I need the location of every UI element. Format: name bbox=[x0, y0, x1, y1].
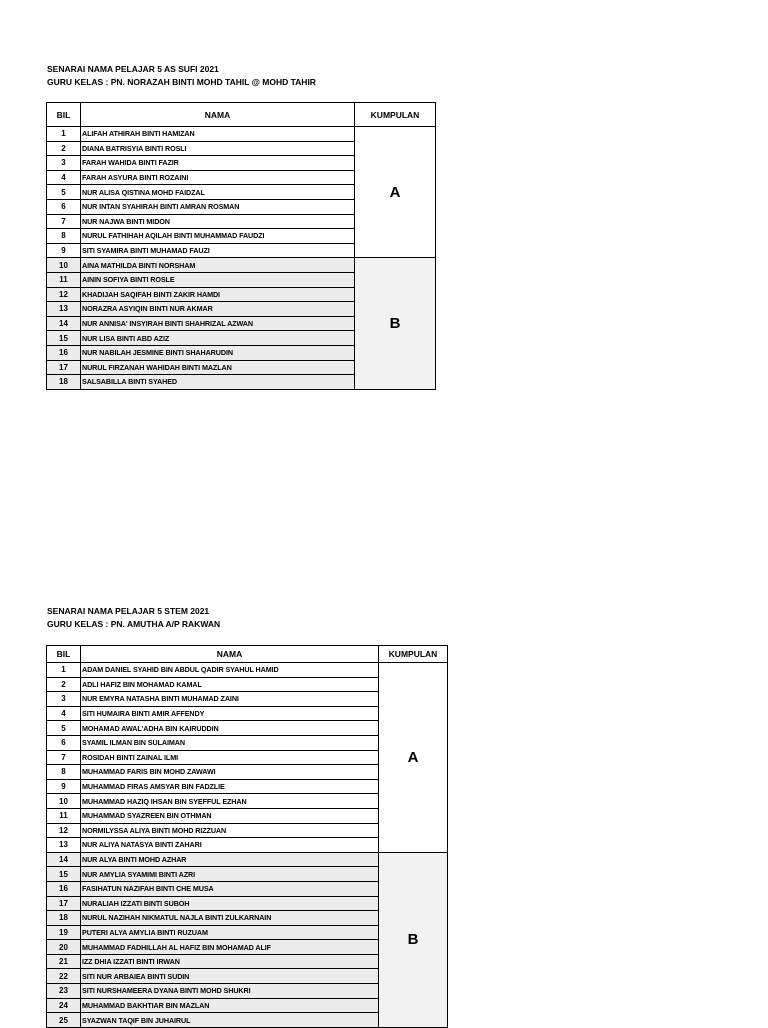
table-row bbox=[47, 127, 436, 142]
group-label: B bbox=[379, 852, 448, 1027]
bil-header: BIL bbox=[47, 646, 81, 663]
row-number: 1 bbox=[47, 127, 81, 142]
row-number: 14 bbox=[47, 316, 81, 331]
student-name: NUR ALYA BINTI MOHD AZHAR bbox=[81, 852, 379, 867]
student-name: MUHAMMAD FADHILLAH AL HAFIZ BIN MOHAMAD ALIF bbox=[81, 940, 379, 955]
student-name: NUR NABILAH JESMINE BINTI SHAHARUDIN bbox=[81, 345, 355, 360]
row-number: 3 bbox=[47, 156, 81, 171]
row-number: 8 bbox=[47, 765, 81, 780]
section1-rows bbox=[47, 127, 436, 390]
row-number: 25 bbox=[47, 1013, 81, 1028]
row-number: 21 bbox=[47, 954, 81, 969]
student-name: AINA MATHILDA BINTI NORSHAM bbox=[81, 258, 355, 273]
student-name: NUR AMYLIA SYAMIMI BINTI AZRI bbox=[81, 867, 379, 882]
student-name: NUR ANNISA' INSYIRAH BINTI SHAHRIZAL AZWAN bbox=[81, 316, 355, 331]
row-number: 24 bbox=[47, 998, 81, 1013]
row-number: 9 bbox=[47, 779, 81, 794]
section2-header bbox=[47, 605, 220, 631]
student-name: NUR NAJWA BINTI MIDON bbox=[81, 214, 355, 229]
student-name: ALIFAH ATHIRAH BINTI HAMIZAN bbox=[81, 127, 355, 142]
row-number: 4 bbox=[47, 706, 81, 721]
student-name: PUTERI ALYA AMYLIA BINTI RUZUAM bbox=[81, 925, 379, 940]
student-name: NUR ALISA QISTINA MOHD FAIDZAL bbox=[81, 185, 355, 200]
group-label: B bbox=[355, 258, 436, 389]
table-row bbox=[47, 852, 448, 867]
row-number: 18 bbox=[47, 911, 81, 926]
group-label: A bbox=[379, 663, 448, 853]
student-name: SITI NUR ARBAIEA BINTI SUDIN bbox=[81, 969, 379, 984]
student-name: SALSABILLA BINTI SYAHED bbox=[81, 375, 355, 390]
row-number: 12 bbox=[47, 287, 81, 302]
row-number: 20 bbox=[47, 940, 81, 955]
student-name: NURUL NAZIHAH NIKMATUL NAJLA BINTI ZULKARNAIN bbox=[81, 911, 379, 926]
student-name: NUR EMYRA NATASHA BINTI MUHAMAD ZAINI bbox=[81, 692, 379, 707]
student-name: NUR LISA BINTI ABD AZIZ bbox=[81, 331, 355, 346]
row-number: 16 bbox=[47, 881, 81, 896]
section1-title: SENARAI NAMA PELAJAR 5 AS SUFI 2021 bbox=[47, 64, 219, 74]
student-name: DIANA BATRISYIA BINTI ROSLI bbox=[81, 141, 355, 156]
row-number: 18 bbox=[47, 375, 81, 390]
row-number: 9 bbox=[47, 243, 81, 258]
student-name: NORMILYSSA ALIYA BINTI MOHD RIZZUAN bbox=[81, 823, 379, 838]
kumpulan-header: KUMPULAN bbox=[379, 646, 448, 663]
student-name: NURUL FATHIHAH AQILAH BINTI MUHAMMAD FAUDZI bbox=[81, 229, 355, 244]
row-number: 5 bbox=[47, 185, 81, 200]
row-number: 8 bbox=[47, 229, 81, 244]
row-number: 4 bbox=[47, 170, 81, 185]
row-number: 12 bbox=[47, 823, 81, 838]
student-name: MUHAMMAD FIRAS AMSYAR BIN FADZLIE bbox=[81, 779, 379, 794]
row-number: 6 bbox=[47, 735, 81, 750]
student-name: KHADIJAH SAQIFAH BINTI ZAKIR HAMDI bbox=[81, 287, 355, 302]
student-name: NORAZRA ASYIQIN BINTI NUR AKMAR bbox=[81, 302, 355, 317]
row-number: 5 bbox=[47, 721, 81, 736]
student-name: MOHAMAD AWAL'ADHA BIN KAIRUDDIN bbox=[81, 721, 379, 736]
row-number: 14 bbox=[47, 852, 81, 867]
row-number: 7 bbox=[47, 750, 81, 765]
row-number: 6 bbox=[47, 199, 81, 214]
row-number: 11 bbox=[47, 808, 81, 823]
student-name: NURUL FIRZANAH WAHIDAH BINTI MAZLAN bbox=[81, 360, 355, 375]
student-name: NUR ALIYA NATASYA BINTI ZAHARI bbox=[81, 838, 379, 853]
row-number: 2 bbox=[47, 141, 81, 156]
row-number: 13 bbox=[47, 302, 81, 317]
section1-header bbox=[47, 63, 316, 89]
student-name: MUHAMMAD BAKHTIAR BIN MAZLAN bbox=[81, 998, 379, 1013]
student-name: NURALIAH IZZATI BINTI SUBOH bbox=[81, 896, 379, 911]
table-row bbox=[47, 258, 436, 273]
row-number: 15 bbox=[47, 331, 81, 346]
student-name: MUHAMMAD SYAZREEN BIN OTHMAN bbox=[81, 808, 379, 823]
row-number: 10 bbox=[47, 258, 81, 273]
section2-rows bbox=[47, 663, 448, 1028]
kumpulan-header: KUMPULAN bbox=[355, 103, 436, 127]
section1-table bbox=[46, 102, 436, 390]
student-name: AININ SOFIYA BINTI ROSLE bbox=[81, 272, 355, 287]
student-name: SYAMIL ILMAN BIN SULAIMAN bbox=[81, 735, 379, 750]
group-label: A bbox=[355, 127, 436, 258]
student-name: SYAZWAN TAQIF BIN JUHAIRUL bbox=[81, 1013, 379, 1028]
row-number: 17 bbox=[47, 360, 81, 375]
row-number: 17 bbox=[47, 896, 81, 911]
row-number: 1 bbox=[47, 663, 81, 678]
row-number: 7 bbox=[47, 214, 81, 229]
student-name: SITI NURSHAMEERA DYANA BINTI MOHD SHUKRI bbox=[81, 984, 379, 999]
student-name: NUR INTAN SYAHIRAH BINTI AMRAN ROSMAN bbox=[81, 199, 355, 214]
student-name: FASIHATUN NAZIFAH BINTI CHE MUSA bbox=[81, 881, 379, 896]
section2-table bbox=[46, 645, 448, 1028]
student-name: FARAH ASYURA BINTI ROZAINI bbox=[81, 170, 355, 185]
student-name: IZZ DHIA IZZATI BINTI IRWAN bbox=[81, 954, 379, 969]
bil-header: BIL bbox=[47, 103, 81, 127]
table-row bbox=[47, 663, 448, 678]
row-number: 10 bbox=[47, 794, 81, 809]
section2-title: SENARAI NAMA PELAJAR 5 STEM 2021 bbox=[47, 606, 210, 616]
row-number: 13 bbox=[47, 838, 81, 853]
row-number: 23 bbox=[47, 984, 81, 999]
student-name: ADAM DANIEL SYAHID BIN ABDUL QADIR SYAHUL HAMID bbox=[81, 663, 379, 678]
student-name: SITI HUMAIRA BINTI AMIR AFFENDY bbox=[81, 706, 379, 721]
section2-teacher: GURU KELAS : PN. AMUTHA A/P RAKWAN bbox=[47, 619, 221, 629]
student-name: MUHAMMAD HAZIQ IHSAN BIN SYEFFUL EZHAN bbox=[81, 794, 379, 809]
student-name: ADLI HAFIZ BIN MOHAMAD KAMAL bbox=[81, 677, 379, 692]
row-number: 3 bbox=[47, 692, 81, 707]
nama-header: NAMA bbox=[81, 103, 355, 127]
student-name: ROSIDAH BINTI ZAINAL ILMI bbox=[81, 750, 379, 765]
student-name: FARAH WAHIDA BINTI FAZIR bbox=[81, 156, 355, 171]
row-number: 19 bbox=[47, 925, 81, 940]
student-name: MUHAMMAD FARIS BIN MOHD ZAWAWI bbox=[81, 765, 379, 780]
nama-header: NAMA bbox=[81, 646, 379, 663]
row-number: 22 bbox=[47, 969, 81, 984]
student-name: SITI SYAMIRA BINTI MUHAMAD FAUZI bbox=[81, 243, 355, 258]
row-number: 16 bbox=[47, 345, 81, 360]
section1-teacher: GURU KELAS : PN. NORAZAH BINTI MOHD TAHIL @ MOHD TAHIR bbox=[47, 77, 316, 87]
row-number: 15 bbox=[47, 867, 81, 882]
row-number: 2 bbox=[47, 677, 81, 692]
row-number: 11 bbox=[47, 272, 81, 287]
